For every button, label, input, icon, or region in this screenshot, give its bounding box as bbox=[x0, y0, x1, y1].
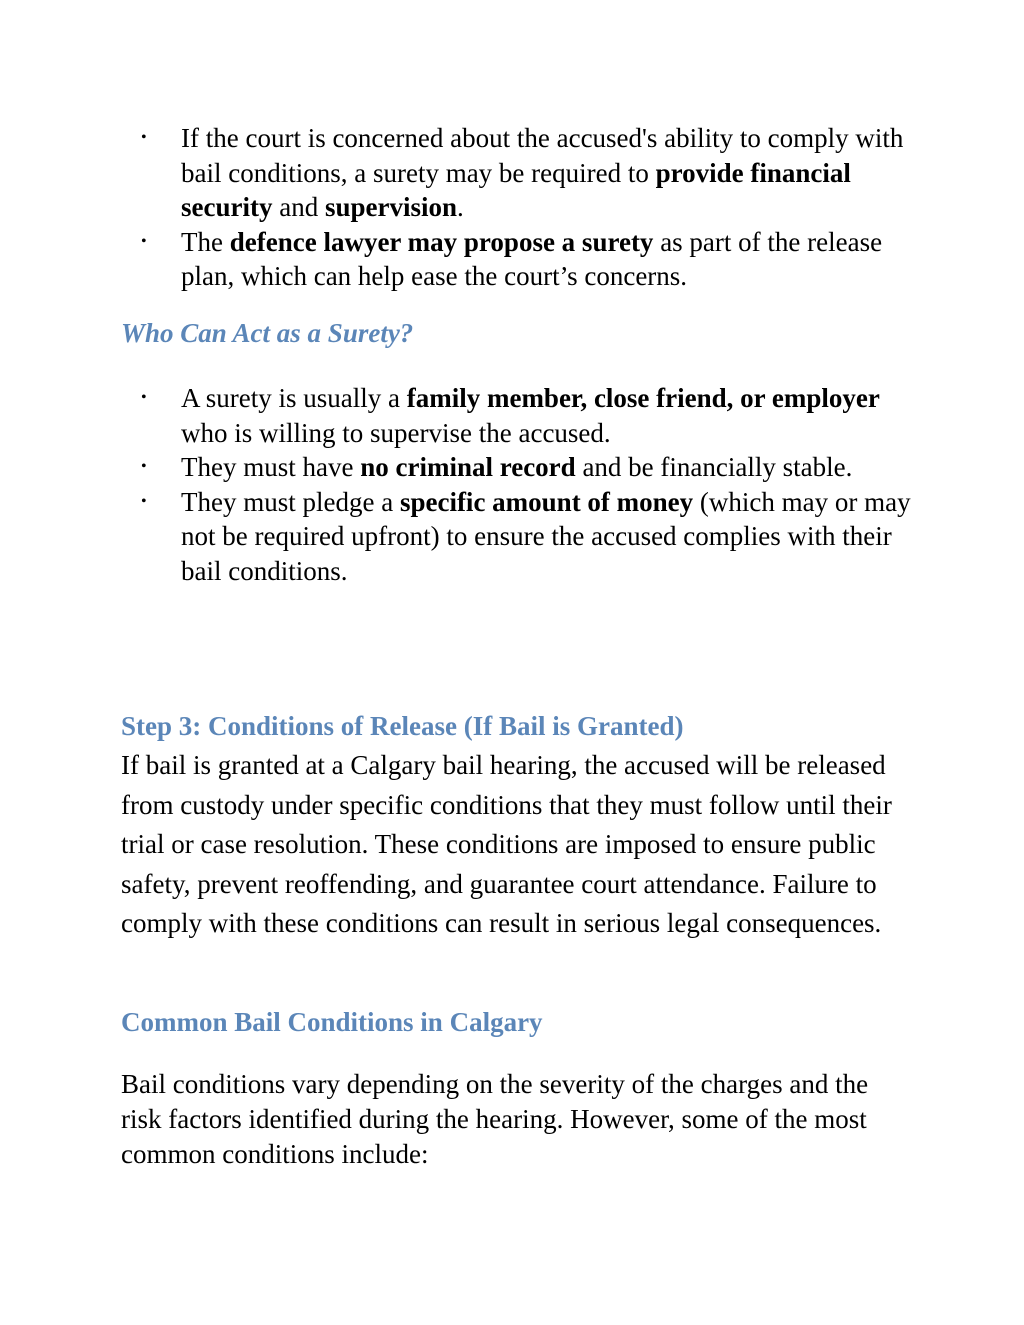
text: If the court is concerned about the accused's ability to comply with bail conditions, a surety may be required to bbox=[181, 123, 904, 188]
section-heading-common-conditions: Common Bail Conditions in Calgary bbox=[121, 1007, 543, 1037]
text: as part of the release plan, which can help ease the court’s concerns. bbox=[181, 226, 883, 291]
surety-eligibility-list bbox=[121, 381, 911, 588]
text: and be financially stable. bbox=[575, 452, 853, 482]
bold-text: defence lawyer may propose a surety bbox=[229, 226, 654, 257]
bold-text: specific amount of money bbox=[399, 486, 694, 517]
section-heading-step-3: Step 3: Conditions of Release (If Bail is Granted) bbox=[121, 711, 684, 741]
bold-text: provide financial security bbox=[181, 157, 851, 222]
surety-requirement-list bbox=[121, 121, 911, 294]
text: A surety is usually a bbox=[181, 383, 407, 413]
text: and bbox=[272, 192, 325, 222]
bold-text: supervision bbox=[324, 192, 457, 222]
text: . bbox=[457, 192, 464, 222]
list-item bbox=[121, 485, 911, 589]
bold-text: family member, close friend, or employer bbox=[406, 383, 880, 413]
section-heading-who-can-act: Who Can Act as a Surety? bbox=[121, 318, 414, 348]
text: They must have bbox=[181, 452, 361, 482]
text: They must pledge a bbox=[181, 486, 400, 517]
list-item bbox=[121, 121, 911, 225]
text: who is willing to supervise the accused. bbox=[181, 417, 611, 448]
bold-text: no criminal record bbox=[360, 452, 576, 482]
list-item bbox=[121, 225, 911, 294]
list-item bbox=[121, 450, 911, 485]
paragraph-step-3: If bail is granted at a Calgary bail hearing, the accused will be released from custody under specific conditions that they must follow until their trial or case resolution. These conditions are imposed to ensure public safety, prevent reoffending, and guarantee court attendance. Failure to comply with these conditions can result in serious legal consequences. bbox=[121, 750, 892, 938]
list-item bbox=[121, 381, 911, 450]
text: (which may or may not be required upfront) to ensure the accused complies with their bail conditions. bbox=[181, 486, 911, 586]
text: The bbox=[181, 226, 230, 257]
paragraph-common-conditions: Bail conditions vary depending on the severity of the charges and the risk factors identified during the hearing. However, some of the most common conditions include: bbox=[121, 1069, 869, 1169]
